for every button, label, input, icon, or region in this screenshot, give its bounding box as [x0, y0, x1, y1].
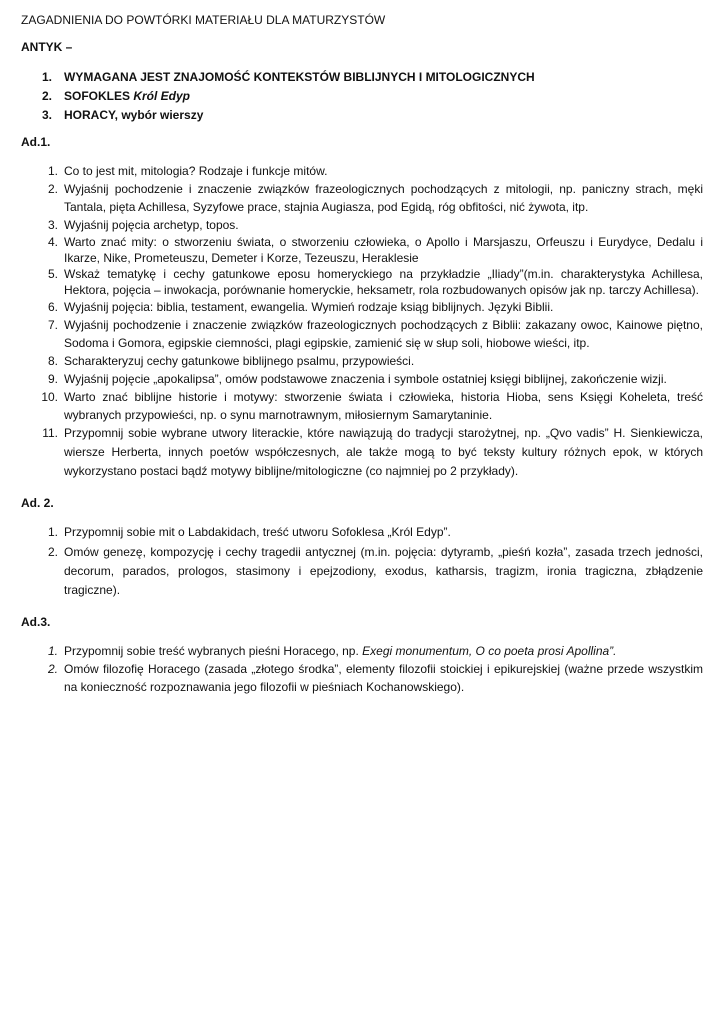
list-item: 4. Warto znać mity: o stworzeniu świata, o stworzeniu człowieka, o Apollo i Marsjaszu, Orfeuszu i Eurydyce, Dedalu i Ikarze, Nike, Prometeuszu, Demeter i Korze, Tezeuszu, Heraklesie [47, 235, 703, 265]
list-item: 1. Przypomnij sobie mit o Labdakidach, treść utworu Sofoklesa „Król Edyp”. [47, 525, 451, 539]
topic-item: 3. HORACY, wybór wierszy [42, 108, 204, 122]
list-item: 1. Co to jest mit, mitologia? Rodzaje i funkcje mitów. [47, 164, 328, 178]
list-item: 10. Warto znać biblijne historie i motywy: stworzenie świata i człowieka, historia Hioba, sens Księgi Koheleta, treść wybranych przypowieści, np. o synu marnotrawnym, miłosiernym Samarytaninie. [41, 390, 703, 422]
topic-list [21, 68, 703, 125]
topic-item: 1. WYMAGANA JEST ZNAJOMOŚĆ KONTEKSTÓW BIBLIJNYCH I MITOLOGICZNYCH [42, 70, 535, 84]
list-item: 2. Omów genezę, kompozycję i cechy tragedii antycznej (m.in. pojęcia: dytyramb, „pieśń kozła”, zasada trzech jedności, decorum, parados, prologos, stasimony i epejzodiony, exodus, katharsis, tragizm, ironia tragiczna, zbłądzenie tragiczne). [47, 545, 703, 597]
document-page [21, 12, 703, 710]
ad1-list [21, 162, 703, 481]
section-title: ANTYK – [21, 40, 73, 54]
ad2-list [21, 523, 703, 600]
topic-text: SOFOKLES [64, 89, 134, 103]
list-item: 2. Omów filozofię Horacego (zasada „złotego środka”, elementy filozofii stoickiej i epikurejskiej (ważne przede wszystkim na konieczność rozpoznawania jego filozofii w pieśniach Kochanowskiego). [47, 662, 703, 694]
italic-title: Exegi monumentum, O co poeta prosi Apollina”. [362, 644, 617, 658]
list-item: 5. Wskaż tematykę i cechy gatunkowe eposu homeryckiego na przykładzie „Iliady”(m.in. charakterystyka Achillesa, Hektora, pojęcia – inwokacja, porównanie homeryckie, heksametr, rola rozbudowanych opisów jak np. tarczy Achillesa). [47, 267, 703, 297]
list-item: 7. Wyjaśnij pochodzenie i znaczenie związków frazeologicznych pochodzących z Biblii: zakazany owoc, Kainowe piętno, Sodoma i Gomora, egipskie ciemności, plagi egipskie, zamienić się w słup soli, hiobowe wieści, itp. [47, 318, 703, 350]
document-title: ZAGADNIENIA DO POWTÓRKI MATERIAŁU DLA MATURZYSTÓW [21, 13, 386, 27]
list-item: 11. Przypomnij sobie wybrane utwory literackie, które nawiązują do tradycji starożytnej, np. „Qvo vadis” H. Sienkiewicza, wiersze Herberta, innych poetów współczesnych, ale także mogą to być teksty kultury różnych epok, w których wykorzystano postaci bądź motywy biblijne/mitologiczne (co najmniej po 2 przykłady). [42, 426, 703, 478]
topic-text: HORACY, wybór wierszy [64, 108, 204, 122]
list-item: 6. Wyjaśnij pojęcia: biblia, testament, ewangelia. Wymień rodzaje ksiąg biblijnych. Języki Biblii. [47, 300, 554, 314]
ad2-heading: Ad. 2. [21, 496, 54, 510]
topic-text-italic: Król Edyp [133, 89, 191, 103]
list-item: 9. Wyjaśnij pojęcie „apokalipsa”, omów podstawowe znaczenia i symbole ostatniej księgi biblijnej, zakończenie wizji. [47, 372, 667, 386]
topic-item: 2. SOFOKLES Król Edyp [42, 89, 191, 103]
ad1-heading: Ad.1. [21, 135, 51, 149]
topic-text: WYMAGANA JEST ZNAJOMOŚĆ KONTEKSTÓW BIBLIJNYCH I MITOLOGICZNYCH [64, 70, 535, 84]
list-item: 2. Wyjaśnij pochodzenie i znaczenie związków frazeologicznych pochodzących z mitologii, np. paniczny strach, męki Tantala, pięta Achillesa, Syzyfowe prace, stajnia Augiasza, pod Egidą, róg obfitości, nić żywota, itp. [47, 182, 703, 214]
ad3-list [21, 642, 703, 696]
ad3-heading: Ad.3. [21, 615, 51, 629]
list-item: 3. Wyjaśnij pojęcia archetyp, topos. [47, 218, 239, 232]
list-item: 8. Scharakteryzuj cechy gatunkowe biblijnego psalmu, przypowieści. [47, 354, 415, 368]
list-item: 1. Przypomnij sobie treść wybranych pieśni Horacego, np. Exegi monumentum, O co poeta prosi Apollina”. [47, 644, 617, 658]
